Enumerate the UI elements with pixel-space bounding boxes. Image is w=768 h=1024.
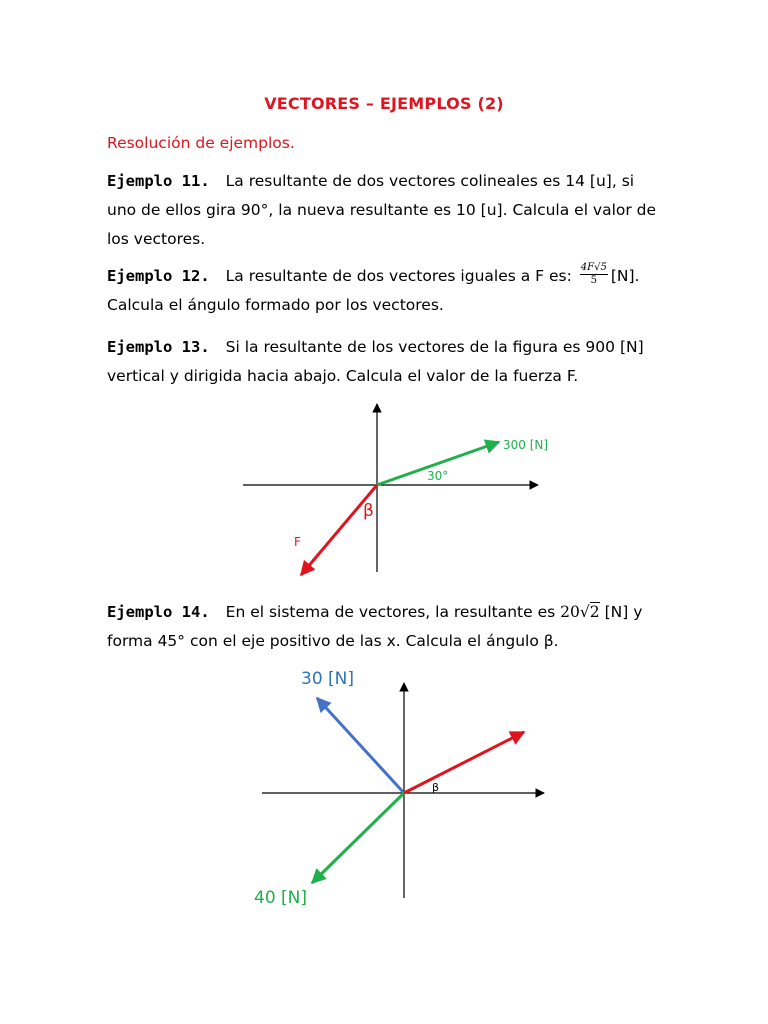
vector-40n (312, 793, 404, 883)
fraction-numerator: 4F√5 (580, 262, 607, 273)
example-12-label: Ejemplo 12. (107, 267, 210, 285)
example-11-text: La resultante de dos vectores colineales es 14 [u], si uno de ellos gira 90°, la nueva resultante es 10 [u]. Calcula el valor de los vectores. (107, 172, 657, 248)
example-11-label: Ejemplo 11. (107, 172, 210, 190)
vector-30n (317, 698, 404, 793)
page-title: VECTORES – EJEMPLOS (2) (264, 94, 504, 113)
label-angle-30: 30° (427, 469, 449, 483)
vector-f (301, 485, 377, 575)
label-300n: 300 [N] (503, 438, 549, 452)
label-f: F (294, 535, 301, 549)
figure-example-13 (243, 404, 548, 575)
example-14-text-before: En el sistema de vectores, la resultante es (225, 603, 556, 621)
example-13-label: Ejemplo 13. (107, 338, 210, 356)
vector-red (404, 732, 524, 793)
math-radicand: 2 (589, 603, 600, 621)
section-subtitle: Resolución de ejemplos. (107, 134, 295, 152)
figure-example-14 (254, 669, 544, 908)
fraction-denominator: 5 (590, 275, 597, 286)
math-expression: 20√2 (560, 603, 600, 621)
example-12-text-after: [N]. Calcula el ángulo formado por los vectores. (107, 267, 640, 314)
label-beta-2: β (432, 781, 440, 794)
example-14-text-after: [N] y forma 45° con el eje positivo de las x. Calcula el ángulo β. (107, 603, 643, 650)
example-13-text: Si la resultante de los vectores de la figura es 900 [N] vertical y dirigida hacia abajo. Calcula el valor de la fuerza F. (107, 338, 644, 385)
example-14-label: Ejemplo 14. (107, 603, 210, 621)
example-12-text-before: La resultante de dos vectores iguales a F es: (225, 267, 572, 285)
label-30n: 30 [N] (301, 669, 355, 689)
math-coefficient: 20 (560, 603, 580, 621)
label-beta-1: β (363, 501, 374, 521)
label-40n: 40 [N] (254, 888, 308, 908)
